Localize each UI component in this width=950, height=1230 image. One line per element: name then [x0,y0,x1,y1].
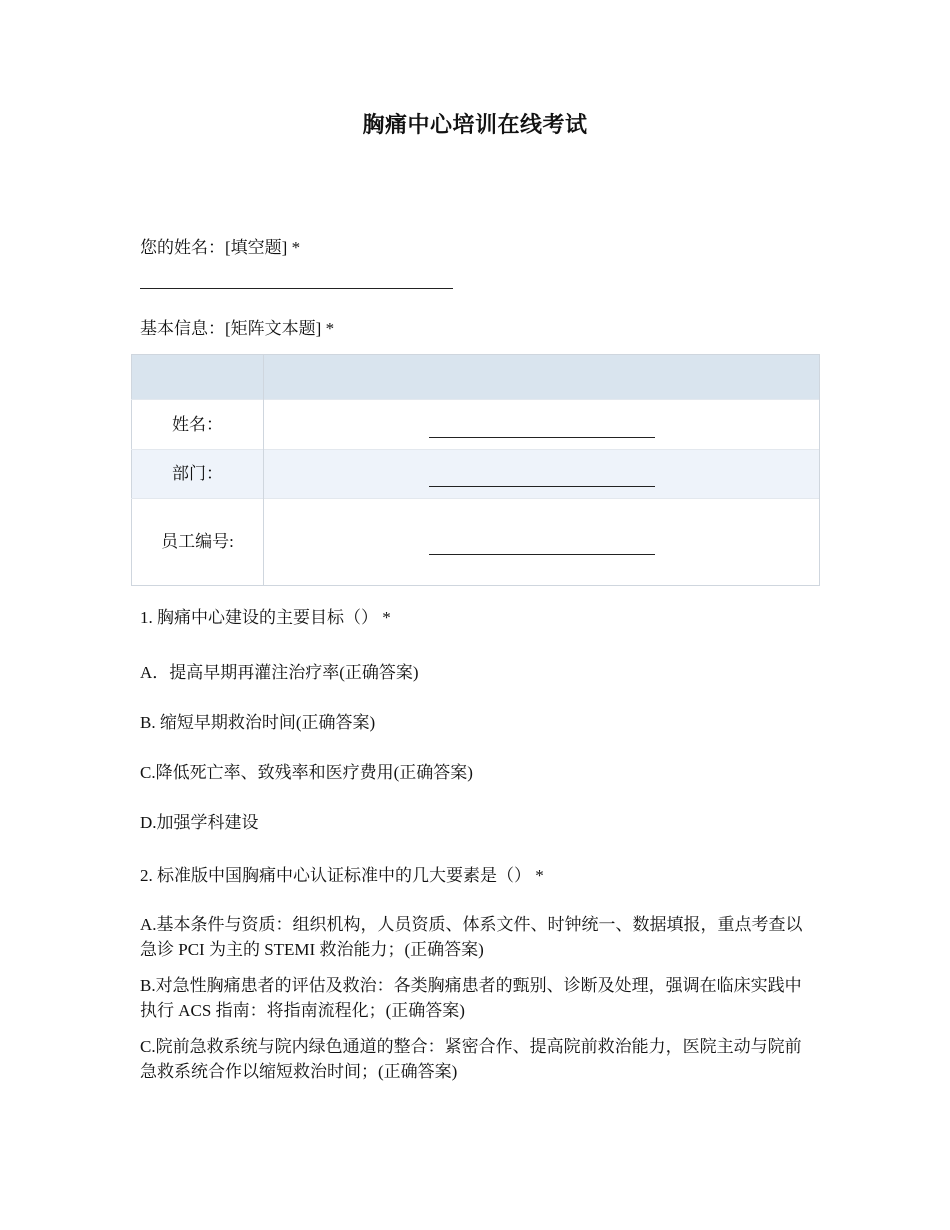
basic-info-matrix [131,354,820,586]
q1-option-a[interactable]: A．提高早期再灌注治疗率(正确答案) [140,663,419,682]
matrix-row-label: 部门： [132,450,264,499]
matrix-input-name[interactable] [264,400,820,450]
matrix-row-label: 姓名： [132,400,264,450]
basic-info-question-label: 基本信息：[矩阵文本题] * [140,319,335,338]
matrix-row-employee-id [132,499,820,586]
matrix-header-cell [264,355,820,400]
matrix-header-row [132,355,820,400]
matrix-row-name [132,400,820,450]
matrix-row-department [132,450,820,499]
q2-option-a[interactable]: A.基本条件与资质：组织机构，人员资质、体系文件、时钟统一、数据填报，重点考查以急诊 PCI 为主的 STEMI 救治能力；(正确答案) [140,915,803,959]
q2-option-b[interactable]: B.对急性胸痛患者的评估及救治：各类胸痛患者的甄别、诊断及处理，强调在临床实践中执行 ACS 指南：将指南流程化；(正确答案) [140,976,802,1020]
q1-option-d[interactable]: D.加强学科建设 [140,813,259,832]
q1-option-b[interactable]: B. 缩短早期救治时间(正确答案) [140,713,376,732]
fill-line [429,553,655,555]
matrix-header-cell [132,355,264,400]
page-title: 胸痛中心培训在线考试 [362,113,588,138]
q2-option-c[interactable]: C.院前急救系统与院内绿色通道的整合：紧密合作、提高院前救治能力，医院主动与院前急救系统合作以缩短救治时间；(正确答案) [140,1037,802,1081]
name-answer-blank[interactable] [140,288,453,289]
name-question-label: 您的姓名：[填空题] * [140,238,301,257]
q2-question: 2. 标准版中国胸痛中心认证标准中的几大要素是（） * [140,866,544,885]
fill-line [429,436,655,438]
q1-option-c[interactable]: C.降低死亡率、致残率和医疗费用(正确答案) [140,763,473,782]
matrix-input-department[interactable] [264,450,820,499]
matrix-row-label: 员工编号: [132,499,264,586]
q1-question: 1. 胸痛中心建设的主要目标（） * [140,608,391,627]
fill-line [429,485,655,487]
matrix-input-employee-id[interactable] [264,499,820,586]
